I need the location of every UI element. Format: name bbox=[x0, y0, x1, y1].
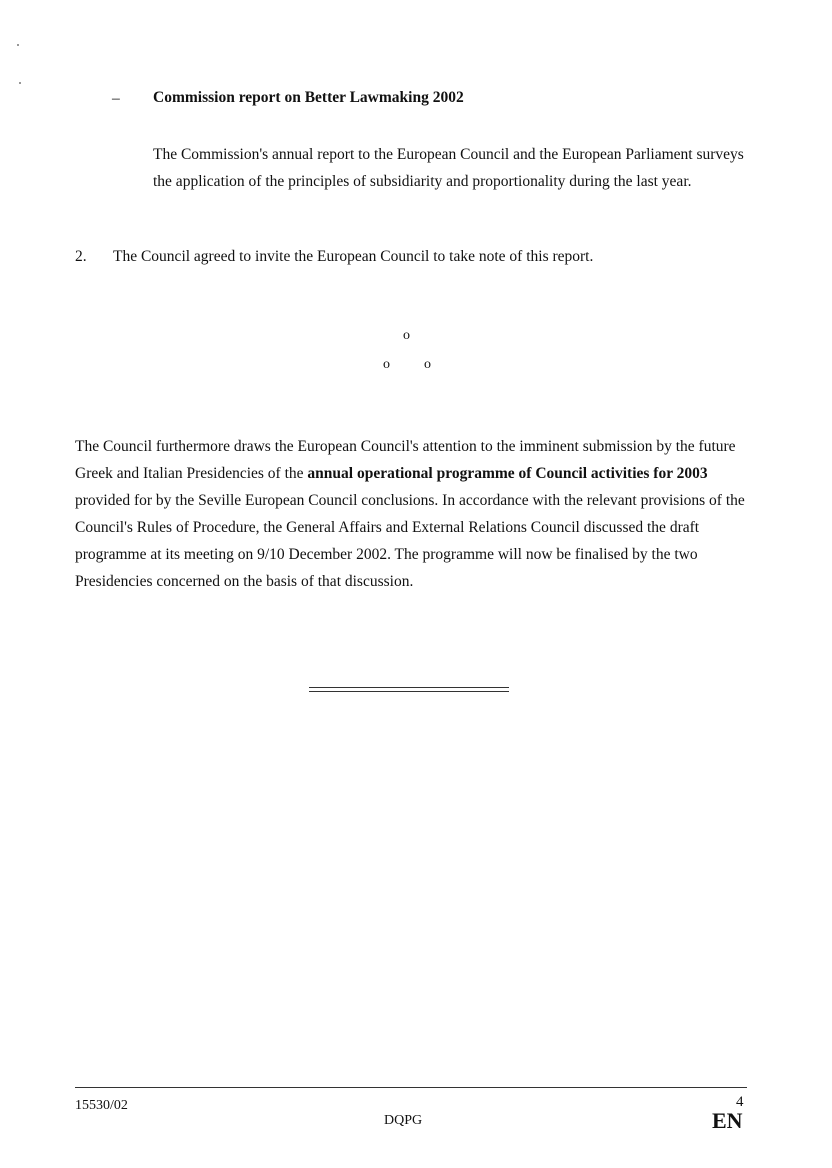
language-code: EN bbox=[712, 1108, 743, 1133]
separator-mark: o bbox=[383, 357, 390, 372]
main-paragraph bbox=[75, 433, 755, 595]
list-dash: – bbox=[112, 90, 120, 107]
item-number: 2. bbox=[75, 248, 87, 265]
main-paragraph-text: provided for by the Seville European Council conclusions. In accordance with the relevant provisions of the Council's Rules of Procedure, the General Affairs and External Relations Council discussed the draft programme at its meeting on 9/10 December 2002. The programme will now be finalised by the two Presidencies concerned on the basis of that discussion. bbox=[75, 492, 745, 590]
section-heading: Commission report on Better Lawmaking 2002 bbox=[153, 89, 464, 106]
item-text: The Council agreed to invite the European Council to take note of this report. bbox=[113, 248, 594, 265]
department-code: DQPG bbox=[384, 1113, 423, 1128]
end-of-text-rule bbox=[309, 687, 509, 692]
scan-speck bbox=[19, 82, 21, 84]
footer-rule bbox=[75, 1087, 747, 1088]
main-paragraph-text: The Council furthermore draws the European Council's attention to the imminent submission by the future Greek and Italian Presidencies of the bbox=[75, 438, 736, 482]
separator-mark: o bbox=[403, 328, 410, 343]
separator-mark: o bbox=[424, 357, 431, 372]
section-paragraph: The Commission's annual report to the European Council and the European Parliament surveys the application of the principles of subsidiarity and proportionality during the last year. bbox=[153, 146, 744, 190]
main-paragraph-bold: annual operational programme of Council activities for 2003 bbox=[307, 465, 708, 482]
doc-reference: 15530/02 bbox=[75, 1098, 128, 1113]
scan-speck bbox=[17, 44, 19, 46]
page-number: 4 bbox=[736, 1094, 744, 1110]
